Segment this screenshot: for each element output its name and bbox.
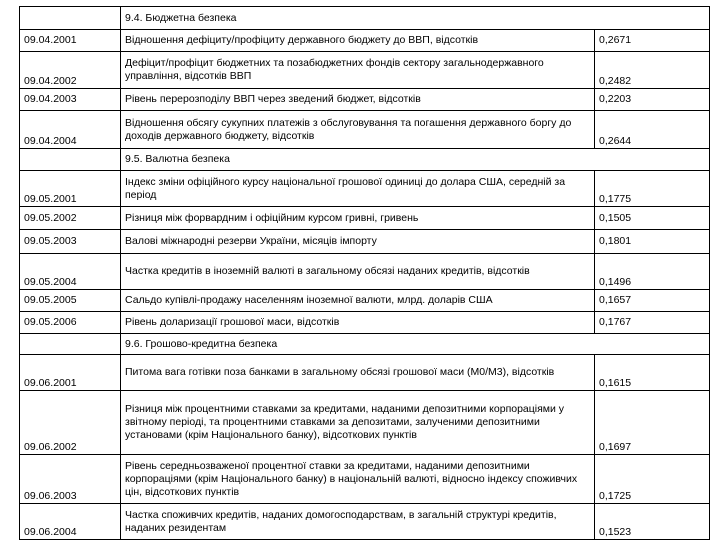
indicator-code: 09.04.2003 xyxy=(20,89,121,111)
table-row xyxy=(20,355,710,391)
section-title: 9.5. Валютна безпека xyxy=(121,149,710,171)
table-row xyxy=(20,30,710,52)
table-row xyxy=(20,89,710,111)
section-title: 9.6. Грошово-кредитна безпека xyxy=(121,334,710,355)
indicator-description: Різниця між процентними ставками за кредитами, наданими депозитними корпораціями у звітному періоді, та процентними ставками за депозитами, залученими депозитними установами (крім Національного банку), відсоткових пунктів xyxy=(121,391,595,455)
indicator-description: Індекс зміни офіційного курсу національної грошової одиниці до долара США, середній за період xyxy=(121,171,595,207)
table-row xyxy=(20,254,710,290)
section-title: 9.4. Бюджетна безпека xyxy=(121,7,710,30)
indicator-description: Частка кредитів в іноземній валюті в загальному обсязі наданих кредитів, відсотків xyxy=(121,254,595,290)
indicator-code: 09.05.2006 xyxy=(20,312,121,334)
table-row xyxy=(20,171,710,207)
indicator-value: 0,2482 xyxy=(595,52,710,89)
table-row xyxy=(20,230,710,254)
indicator-code: 09.06.2003 xyxy=(20,455,121,504)
indicator-code: 09.06.2004 xyxy=(20,504,121,540)
indicator-description: Частка споживчих кредитів, наданих домогосподарствам, в загальній структурі кредитів, наданих резидентам xyxy=(121,504,595,540)
indicator-code: 09.06.2001 xyxy=(20,355,121,391)
table-row xyxy=(20,455,710,504)
indicator-code: 09.05.2005 xyxy=(20,290,121,312)
indicator-code: 09.04.2004 xyxy=(20,111,121,149)
indicator-value: 0,1697 xyxy=(595,391,710,455)
indicator-description: Різниця між форвардним і офіційним курсом гривні, гривень xyxy=(121,207,595,230)
indicator-value: 0,2644 xyxy=(595,111,710,149)
indicator-code: 09.06.2002 xyxy=(20,391,121,455)
indicator-value: 0,1767 xyxy=(595,312,710,334)
indicator-code: 09.05.2001 xyxy=(20,171,121,207)
indicator-value: 0,2203 xyxy=(595,89,710,111)
indicator-table-wrapper xyxy=(19,6,710,540)
indicator-description: Відношення обсягу сукупних платежів з обслуговування та погашення державного боргу до доходів державного бюджету, відсотків xyxy=(121,111,595,149)
indicator-code: 09.04.2001 xyxy=(20,30,121,52)
indicator-code: 09.04.2002 xyxy=(20,52,121,89)
section-code-cell xyxy=(20,334,121,355)
indicator-description: Рівень середньозваженої процентної ставки за кредитами, наданими депозитними корпораціями (крім Національного банку) в національній валюті, відносно індексу споживчих цін, відсоткових пунктів xyxy=(121,455,595,504)
indicator-description: Питома вага готівки поза банками в загальному обсязі грошової маси (М0/М3), відсотків xyxy=(121,355,595,391)
indicator-value: 0,1496 xyxy=(595,254,710,290)
indicator-value: 0,1801 xyxy=(595,230,710,254)
indicator-value: 0,2671 xyxy=(595,30,710,52)
indicator-code: 09.05.2003 xyxy=(20,230,121,254)
indicator-value: 0,1505 xyxy=(595,207,710,230)
indicator-description: Відношення дефіциту/профіциту державного бюджету до ВВП, відсотків xyxy=(121,30,595,52)
indicator-value: 0,1657 xyxy=(595,290,710,312)
indicator-description: Дефіцит/профіцит бюджетних та позабюджетних фондів сектору загальнодержавного управління, відсотків ВВП xyxy=(121,52,595,89)
indicator-code: 09.05.2002 xyxy=(20,207,121,230)
section-header-row xyxy=(20,334,710,355)
indicator-table xyxy=(19,6,710,540)
indicator-code: 09.05.2004 xyxy=(20,254,121,290)
indicator-value: 0,1725 xyxy=(595,455,710,504)
table-row xyxy=(20,207,710,230)
indicator-description: Рівень доларизації грошової маси, відсотків xyxy=(121,312,595,334)
indicator-description: Валові міжнародні резерви України, місяців імпорту xyxy=(121,230,595,254)
table-row xyxy=(20,52,710,89)
indicator-value: 0,1775 xyxy=(595,171,710,207)
table-row xyxy=(20,391,710,455)
indicator-description: Рівень перерозподілу ВВП через зведений бюджет, відсотків xyxy=(121,89,595,111)
section-header-row xyxy=(20,149,710,171)
section-code-cell xyxy=(20,7,121,30)
indicator-value: 0,1523 xyxy=(595,504,710,540)
table-row xyxy=(20,290,710,312)
indicator-description: Сальдо купівлі-продажу населенням іноземної валюти, млрд. доларів США xyxy=(121,290,595,312)
table-row xyxy=(20,111,710,149)
section-header-row xyxy=(20,7,710,30)
indicator-value: 0,1615 xyxy=(595,355,710,391)
section-code-cell xyxy=(20,149,121,171)
table-row xyxy=(20,504,710,540)
table-row xyxy=(20,312,710,334)
